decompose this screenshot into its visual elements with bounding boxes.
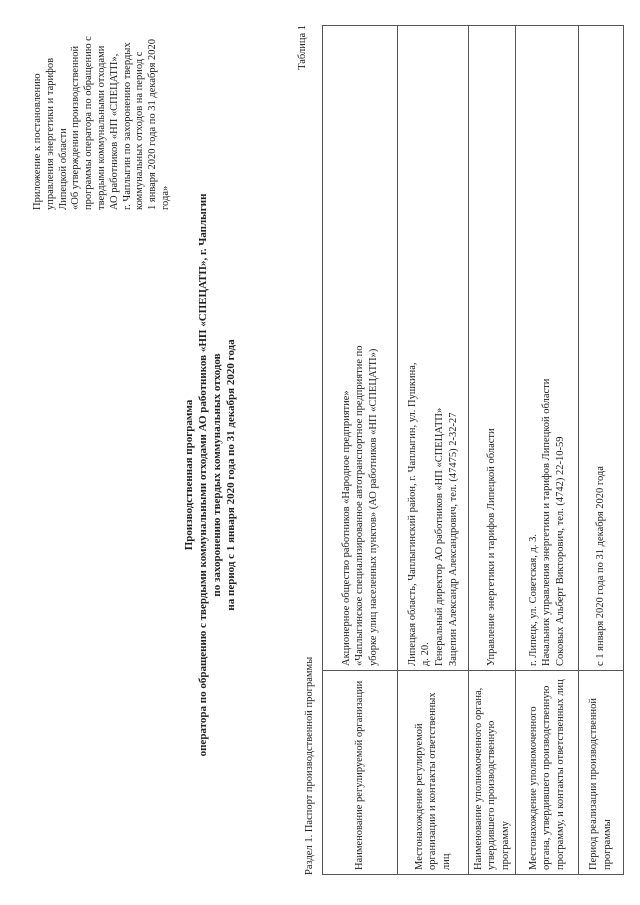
row-label: Местонахождение регулируемой организации и контакты ответственных лиц [398,671,469,875]
table-label: Таблица 1 [297,25,308,70]
title-line: Производственная программа [183,399,195,551]
row-value [469,26,516,671]
appendix-line: программы оператора по обращению с [83,36,95,210]
value-line: «Чаплыгинское специализированное автотранспортное предприятие по [354,345,366,666]
section-title: Раздел 1. Паспорт производственной программы [304,656,315,875]
row-label: Наименование регулируемой организации [323,671,398,875]
row-label: Наименование уполномоченного органа, утвердившего производственную программу [469,671,516,875]
appendix-line: года» [159,185,171,210]
appendix-line: АО работников «НП «СПЕЦАТП», [108,53,120,210]
row-value [323,26,398,671]
appendix-line: управления энергетики и тарифов [44,57,56,210]
title-line: оператора по обращению с твердыми коммунальными отходами АО работников «НП «СПЕЦАТП», г. Чаплыгин [197,193,210,757]
row-value [398,26,469,671]
table-row [323,26,398,875]
value-line: г. Липецк, ул. Советская, д. 3. [527,534,539,666]
row-label: Период реализации производственной программы [579,671,624,875]
value-line: Акционерное общество работников «Народное предприятие» [340,390,352,666]
value-line: Начальник управления энергетики и тарифов Липецкой области [541,378,553,666]
appendix-line: 1 января 2020 года по 31 декабря 2020 [147,38,159,210]
value-line: д. 20. [420,642,432,666]
table-row [516,26,579,875]
appendix-line: Липецкой области [57,128,69,210]
document-title [182,165,238,785]
appendix-line: г. Чаплыгин по захоронению твердых [121,42,133,210]
appendix-line: твердыми коммунальными отходами [95,45,107,210]
title-line: на период с 1 января 2020 года по 31 декабря 2020 года [225,339,238,611]
value-line: Зацепин Александр Александрович, тел. (47475) 2-32-27 [447,412,459,666]
title-line: по захоронению твердых коммунальных отходов [211,353,224,597]
value-line: уборке улиц населенных пунктов» (АО работников «НП «СПЕЦАТП») [367,348,379,666]
value-line: Соковых Альберт Викторович, тел. (4742) 22-10-59 [554,436,566,666]
value-line: Управление энергетики и тарифов Липецкой области [486,428,498,666]
table-row [398,26,469,875]
appendix-note [32,0,173,210]
value-line: Липецкая область, Чаплыгинский район, г. Чаплыгин, ул. Пушкина, [406,362,418,666]
appendix-line: коммунальных отходов на период с [134,51,146,210]
row-value [579,26,624,671]
appendix-line: «Об утверждении производственной [70,45,82,210]
table-row [469,26,516,875]
passport-table [322,25,624,875]
table-row [579,26,624,875]
row-label: Местонахождение уполномоченного органа, утвердившего производственную программу, и контакты ответственных лиц [516,671,579,875]
value-line: с 1 января 2020 года по 31 декабря 2020 года [595,466,607,666]
value-line: Генеральный директор АО работников «НП «СПЕЦАТП» [434,407,445,666]
row-value [516,26,579,671]
appendix-line: Приложение к постановлению [32,73,43,210]
